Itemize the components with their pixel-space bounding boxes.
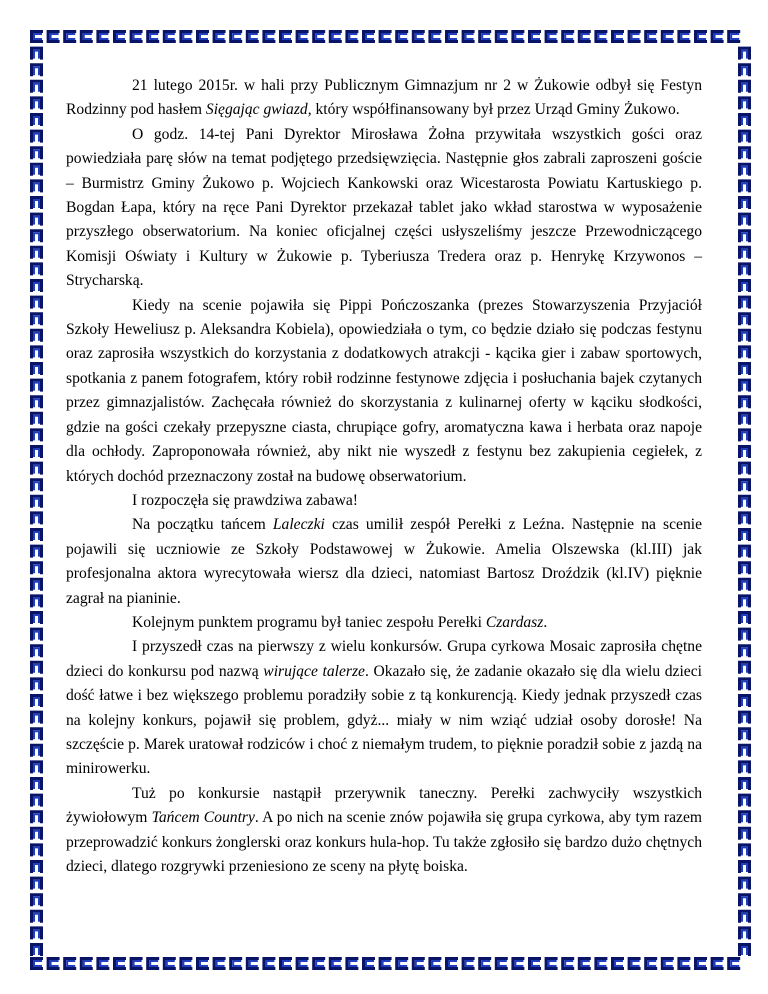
border-tile [196,30,209,43]
border-tile [30,561,43,574]
border-tile [738,163,751,176]
border-tile [113,957,126,970]
border-tile [246,30,259,43]
border-tile [738,611,751,624]
border-tile [30,578,43,591]
border-tile [30,345,43,358]
border-tile [738,794,751,807]
border-tile [30,495,43,508]
border-tile [738,694,751,707]
border-tile [511,957,524,970]
border-tile [30,312,43,325]
border-tile [229,30,242,43]
border-tile [738,594,751,607]
dance-title: Tańcem Country [151,809,255,827]
border-tile [63,30,76,43]
border-tile [296,30,309,43]
border-tile [30,727,43,740]
border-tile [738,96,751,109]
border-tile [146,30,159,43]
border-tile [738,910,751,923]
border-tile [30,694,43,707]
border-tile [738,711,751,724]
border-tile [738,130,751,143]
border-tile [445,957,458,970]
border-tile [495,30,508,43]
border-tile [30,196,43,209]
border-tile [30,362,43,375]
border-tile [30,113,43,126]
border-tile [628,957,641,970]
border-tile [30,146,43,159]
border-tile [30,80,43,93]
border-tile [462,957,475,970]
border-tile [738,561,751,574]
border-tile [30,777,43,790]
border-tile [179,957,192,970]
border-tile [30,179,43,192]
border-tile [561,30,574,43]
text-run: O godz. 14-tej Pani Dyrektor Mirosława Żołna przywitała wszystkich gości oraz powiedziała parę słów na temat podjętego przedsięwzięcia. Następnie głos zabrali zaproszeni goście – Burmistrz Gminy Żukowo p. Wojciech Kankowski oraz Wicestarosta Powiatu Kartuskiego p. Bogdan Łapa, który na ręce Pani Dyrektor przekazał tablet jako wkład starostwa w wyposażenie przyszłego obserwatorium. Na koniec oficjalnej części usłyszeliśmy jeszcze Przewodniczącego Komisji Oświaty i Kultury w Żukowie p. Tyberiusza Tredera oraz p. Henrykę Krzywonos – Strycharską. [66,125,702,290]
text-run: Kolejnym punktem programu był taniec zespołu Perełki [132,613,486,631]
border-tile [96,30,109,43]
article-body [66,74,702,879]
border-tile [146,957,159,970]
border-tile [329,957,342,970]
border-tile [644,957,657,970]
border-tile [738,296,751,309]
text-run: czas umilił zespół Perełki z Leźna. Następnie na scenie pojawili się uczniowie ze Szkoły Podstawowej w Żukowie. Amelia Olszewska (kl.III) jak profesjonalna aktora wyrecytowała wiersz dla dzieci, natomiast Bartosz Droździk (kl.IV) pięknie zagrał na pianinie. [66,516,703,607]
border-tile [30,877,43,890]
border-tile [30,462,43,475]
text-run: I rozpoczęła się prawdziwa zabawa! [132,491,358,509]
border-tile [395,30,408,43]
border-tile [30,644,43,657]
border-tile [412,30,425,43]
border-tile [362,30,375,43]
paragraph-festival-intro [66,74,702,123]
border-tile [30,661,43,674]
border-tile [644,30,657,43]
border-tile [738,179,751,192]
paragraph-pippi-announcement [66,294,702,489]
border-tile [738,478,751,491]
border-tile [395,957,408,970]
border-tile [30,957,43,970]
border-tile [30,262,43,275]
border-tile [738,495,751,508]
border-tile [30,511,43,524]
border-tile [63,957,76,970]
border-tile [495,957,508,970]
dance-title: Czardasz [485,613,544,631]
border-tile [738,379,751,392]
border-tile [545,957,558,970]
border-tile [296,957,309,970]
border-tile [130,30,143,43]
border-tile [738,760,751,773]
border-tile [30,279,43,292]
border-tile [738,63,751,76]
border-tile [213,957,226,970]
border-tile [561,957,574,970]
border-tile [130,957,143,970]
border-tile [738,727,751,740]
border-tile [30,428,43,441]
border-tile [578,30,591,43]
border-tile [738,80,751,93]
border-tile [412,957,425,970]
border-tile [262,957,275,970]
border-tile [30,229,43,242]
border-tile [30,246,43,259]
border-tile [462,30,475,43]
border-tile [738,661,751,674]
border-tile [30,594,43,607]
border-tile [30,47,43,60]
border-tile [163,957,176,970]
border-tile [30,711,43,724]
border-tile [30,611,43,624]
border-tile [738,528,751,541]
border-tile [30,810,43,823]
border-tile [738,545,751,558]
border-tile [246,957,259,970]
border-tile [30,412,43,425]
border-tile [528,30,541,43]
text-run: Kiedy na scenie pojawiła się Pippi Pończoszanka (prezes Stowarzyszenia Przyjaciół Szkoły Heweliusz p. Aleksandra Kobiela), opowiedziała o tym, co będzie działo się podczas festynu oraz zaprosiła wszystkich do korzystania z dodatkowych atrakcji - kącika gier i zabaw sportowych, spotkania z panem fotografem, który robił rodzinne festynowe zdjęcia i posłuchania bajek czytanych przez gimnazjalistów. Zachęcała również do skorzystania z kulinarnej oferty w kąciku słodkości, gdzie na gości czekały przepyszne ciasta, chrupiące gofry, aromatyczna kawa i herbata oraz napoje dla ochłody. Zaproponowała również, aby nikt nie wyszedł z festynu bez zakupienia cegiełek, z których dochód przeznaczony został na budowę obserwatorium. [66,296,702,485]
border-tile [738,445,751,458]
border-tile [30,163,43,176]
border-tile [594,957,607,970]
border-tile [738,677,751,690]
border-tile [738,146,751,159]
border-tile [30,827,43,840]
border-tile [30,96,43,109]
border-tile [30,379,43,392]
paragraph-czardasz [66,611,702,635]
border-tile [738,312,751,325]
border-tile [30,329,43,342]
border-tile [611,30,624,43]
border-tile [738,860,751,873]
contest-name: wirujące talerze [263,662,365,680]
border-tile [30,893,43,906]
border-tile [428,30,441,43]
border-tile [312,957,325,970]
border-tile [30,395,43,408]
border-tile [611,957,624,970]
text-run: 21 lutego 2015r. w hali przy Publicznym Gimnazjum nr 2 w Żukowie odbył się Festyn Rodzinny pod hasłem [66,77,702,119]
border-tile [578,957,591,970]
paragraph-fun-begins [66,489,702,513]
border-tile [30,130,43,143]
border-tile [30,910,43,923]
border-tile [30,296,43,309]
border-tile [738,196,751,209]
border-tile [661,30,674,43]
border-tile [738,395,751,408]
border-tile [738,827,751,840]
border-tile [30,545,43,558]
border-tile [478,957,491,970]
border-tile [379,30,392,43]
border-tile [738,362,751,375]
slogan-text: Sięgając gwiazd, [205,101,312,119]
border-tile [738,428,751,441]
border-tile [738,777,751,790]
dance-title: Laleczki [272,516,325,534]
border-tile [738,511,751,524]
border-tile [30,943,43,956]
border-tile [47,30,60,43]
border-tile [30,445,43,458]
border-tile [594,30,607,43]
border-tile [445,30,458,43]
text-run: . Okazało się, że zadanie okazało się dla wielu dzieci dość łatwe i bez większego problemu poradziły sobie z tą konkurencją. Kiedy jednak przyszedł czas na kolejny konkurs, pojawił się problem, gdyż... miały w nim wziąć udział osoby dorosłe! Na szczęście p. Marek uratował rodziców i choć z niemałym trudem, to pięknie poradził sobie z jazdą na minirowerku. [66,662,702,778]
border-tile [30,628,43,641]
border-tile [262,30,275,43]
border-tile [47,957,60,970]
border-tile [738,628,751,641]
border-tile [30,30,43,43]
border-tile [738,262,751,275]
paragraph-contests [66,635,702,781]
border-tile [738,246,751,259]
border-tile [179,30,192,43]
border-tile [738,345,751,358]
border-tile [30,794,43,807]
border-tile [345,957,358,970]
text-run: . A po nich na scenie znów pojawiła się grupa cyrkowa, aby tym razem przeprowadzić konkurs żonglerski oraz konkurs hula-hop. Tu także zgłosiło się bardzo dużo chętnych dzieci, dlatego rozgrywki przeniesiono ze sceny na płytę boiska. [66,809,703,875]
border-tile [738,943,751,956]
border-tile [30,213,43,226]
border-tile [711,30,724,43]
border-tile [478,30,491,43]
border-tile [30,744,43,757]
border-tile [80,957,93,970]
border-tile [661,957,674,970]
border-tile [727,957,740,970]
border-tile [711,957,724,970]
border-tile [738,744,751,757]
border-tile [738,810,751,823]
border-tile [511,30,524,43]
text-run: który współfinansowany był przez Urząd Gminy Żukowo. [311,101,680,119]
border-tile [738,229,751,242]
paragraph-opening-speeches [66,123,702,294]
border-tile [677,957,690,970]
border-tile [113,30,126,43]
border-tile [30,860,43,873]
border-tile [528,957,541,970]
border-tile [628,30,641,43]
border-tile [738,213,751,226]
border-tile [738,462,751,475]
border-tile [30,926,43,939]
border-tile [279,30,292,43]
border-tile [30,63,43,76]
border-tile [329,30,342,43]
paragraph-dance-interlude [66,782,702,880]
border-tile [30,478,43,491]
border-tile [379,957,392,970]
border-tile [163,30,176,43]
text-run: . [543,613,548,631]
border-tile [80,30,93,43]
border-tile [738,926,751,939]
border-tile [229,957,242,970]
border-tile [428,957,441,970]
text-run: Tuż po konkursie nastąpił przerywnik taneczny. Perełki zachwyciły wszystkich żywiołowym [66,784,702,827]
border-tile [312,30,325,43]
border-tile [694,957,707,970]
border-tile [96,957,109,970]
text-run: I przyszedł czas na pierwszy z wielu konkursów. Grupa cyrkowa Mosaic zaprosiła chętne dzieci do konkursu pod nazwą [66,638,702,680]
border-tile [738,279,751,292]
border-tile [738,877,751,890]
border-tile [677,30,690,43]
border-tile [362,957,375,970]
border-tile [738,412,751,425]
border-tile [727,30,740,43]
border-tile [30,760,43,773]
paragraph-first-performances [66,513,702,611]
border-tile [196,957,209,970]
border-tile [738,644,751,657]
border-tile [738,329,751,342]
border-tile [545,30,558,43]
border-tile [738,893,751,906]
border-tile [345,30,358,43]
border-tile [738,47,751,60]
border-tile [30,677,43,690]
border-tile [738,843,751,856]
border-tile [30,843,43,856]
border-tile [738,113,751,126]
text-run: Na początku tańcem [132,516,273,534]
border-tile [30,528,43,541]
border-tile [694,30,707,43]
border-tile [738,578,751,591]
border-tile [279,957,292,970]
border-tile [213,30,226,43]
